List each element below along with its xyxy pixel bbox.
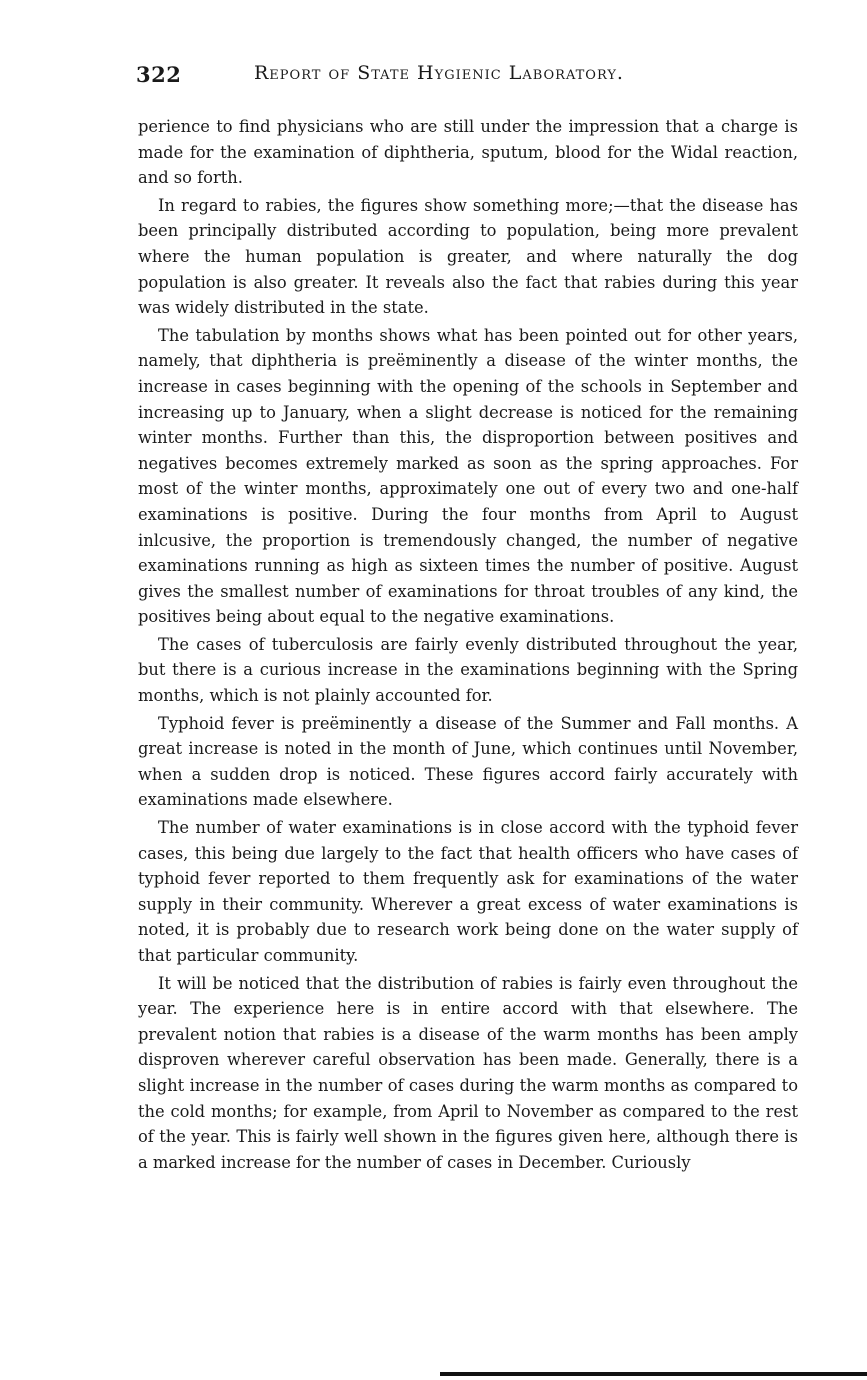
scan-edge-rule [440, 1372, 867, 1376]
body-text [138, 114, 798, 1177]
paragraph-typhoid-fever: Typhoid fever is preëminently a disease of the Summer and Fall months. A great increase is noted in the month of June, which continues until November, when a sudden drop is noticed. These figures accord fairly accurately with examinations made elsewhere. [138, 713, 798, 810]
paragraph-diphtheria-months: The tabulation by months shows what has been pointed out for other years, namely, that diphtheria is preëminently a disease of the winter months, the increase in cases beginning with the opening of the schools in September and increasing up to January, when a slight decrease is noticed for the remaining winter months. Further than this, the disproportion between positives and negatives becomes extremely marked as soon as the spring approaches. For most of the winter months, approximately one out of every two and one-half examinations is positive. During the four months from April to August inlcusive, the proportion is tremendously changed, the number of negative examinations running as high as sixteen times the number of positive. August gives the smallest number of examinations for throat troubles of any kind, the positives being about equal to the negative examinations. [138, 325, 798, 627]
paragraph-rabies-distribution: It will be noticed that the distribution of rabies is fairly even throughout the year. The experience here is in entire accord with that elsewhere. The prevalent notion that rabies is a disease of the warm months has been amply disproven wherever careful observation has been made. Generally, there is a slight increase in the number of cases during the warm months as compared to the cold months; for example, from April to November as compared to the rest of the year. This is fairly well shown in the figures given here, although there is a marked increase for the number of cases in December. Curiously [138, 973, 798, 1172]
running-header [136, 62, 800, 96]
paragraph-water-examinations: The number of water examinations is in close accord with the typhoid fever cases, this being due largely to the fact that health officers who have cases of typhoid fever reported to them frequently ask for examinations of the water supply in their community. Wherever a great excess of water examinations is noted, it is probably due to research work being done on the water supply of that particular community. [138, 818, 798, 965]
page-number: 322 [136, 62, 182, 87]
paragraph-tuberculosis: The cases of tuberculosis are fairly evenly distributed throughout the year, but there is a curious increase in the examinations beginning with the Spring months, which is not plainly accounted for. [138, 634, 798, 706]
running-title: Report of State Hygienic Laboratory. [254, 62, 624, 84]
paragraph-rabies-population: In regard to rabies, the figures show something more;—that the disease has been principally distributed according to population, being more prevalent where the human population is greater, and where naturally the dog population is also greater. It reveals also the fact that rabies during this year was widely distributed in the state. [138, 195, 798, 318]
paragraph-continuation: perience to find physicians who are still under the impression that a charge is made for the examination of diphtheria, sputum, blood for the Widal reaction, and so forth. [138, 117, 798, 188]
